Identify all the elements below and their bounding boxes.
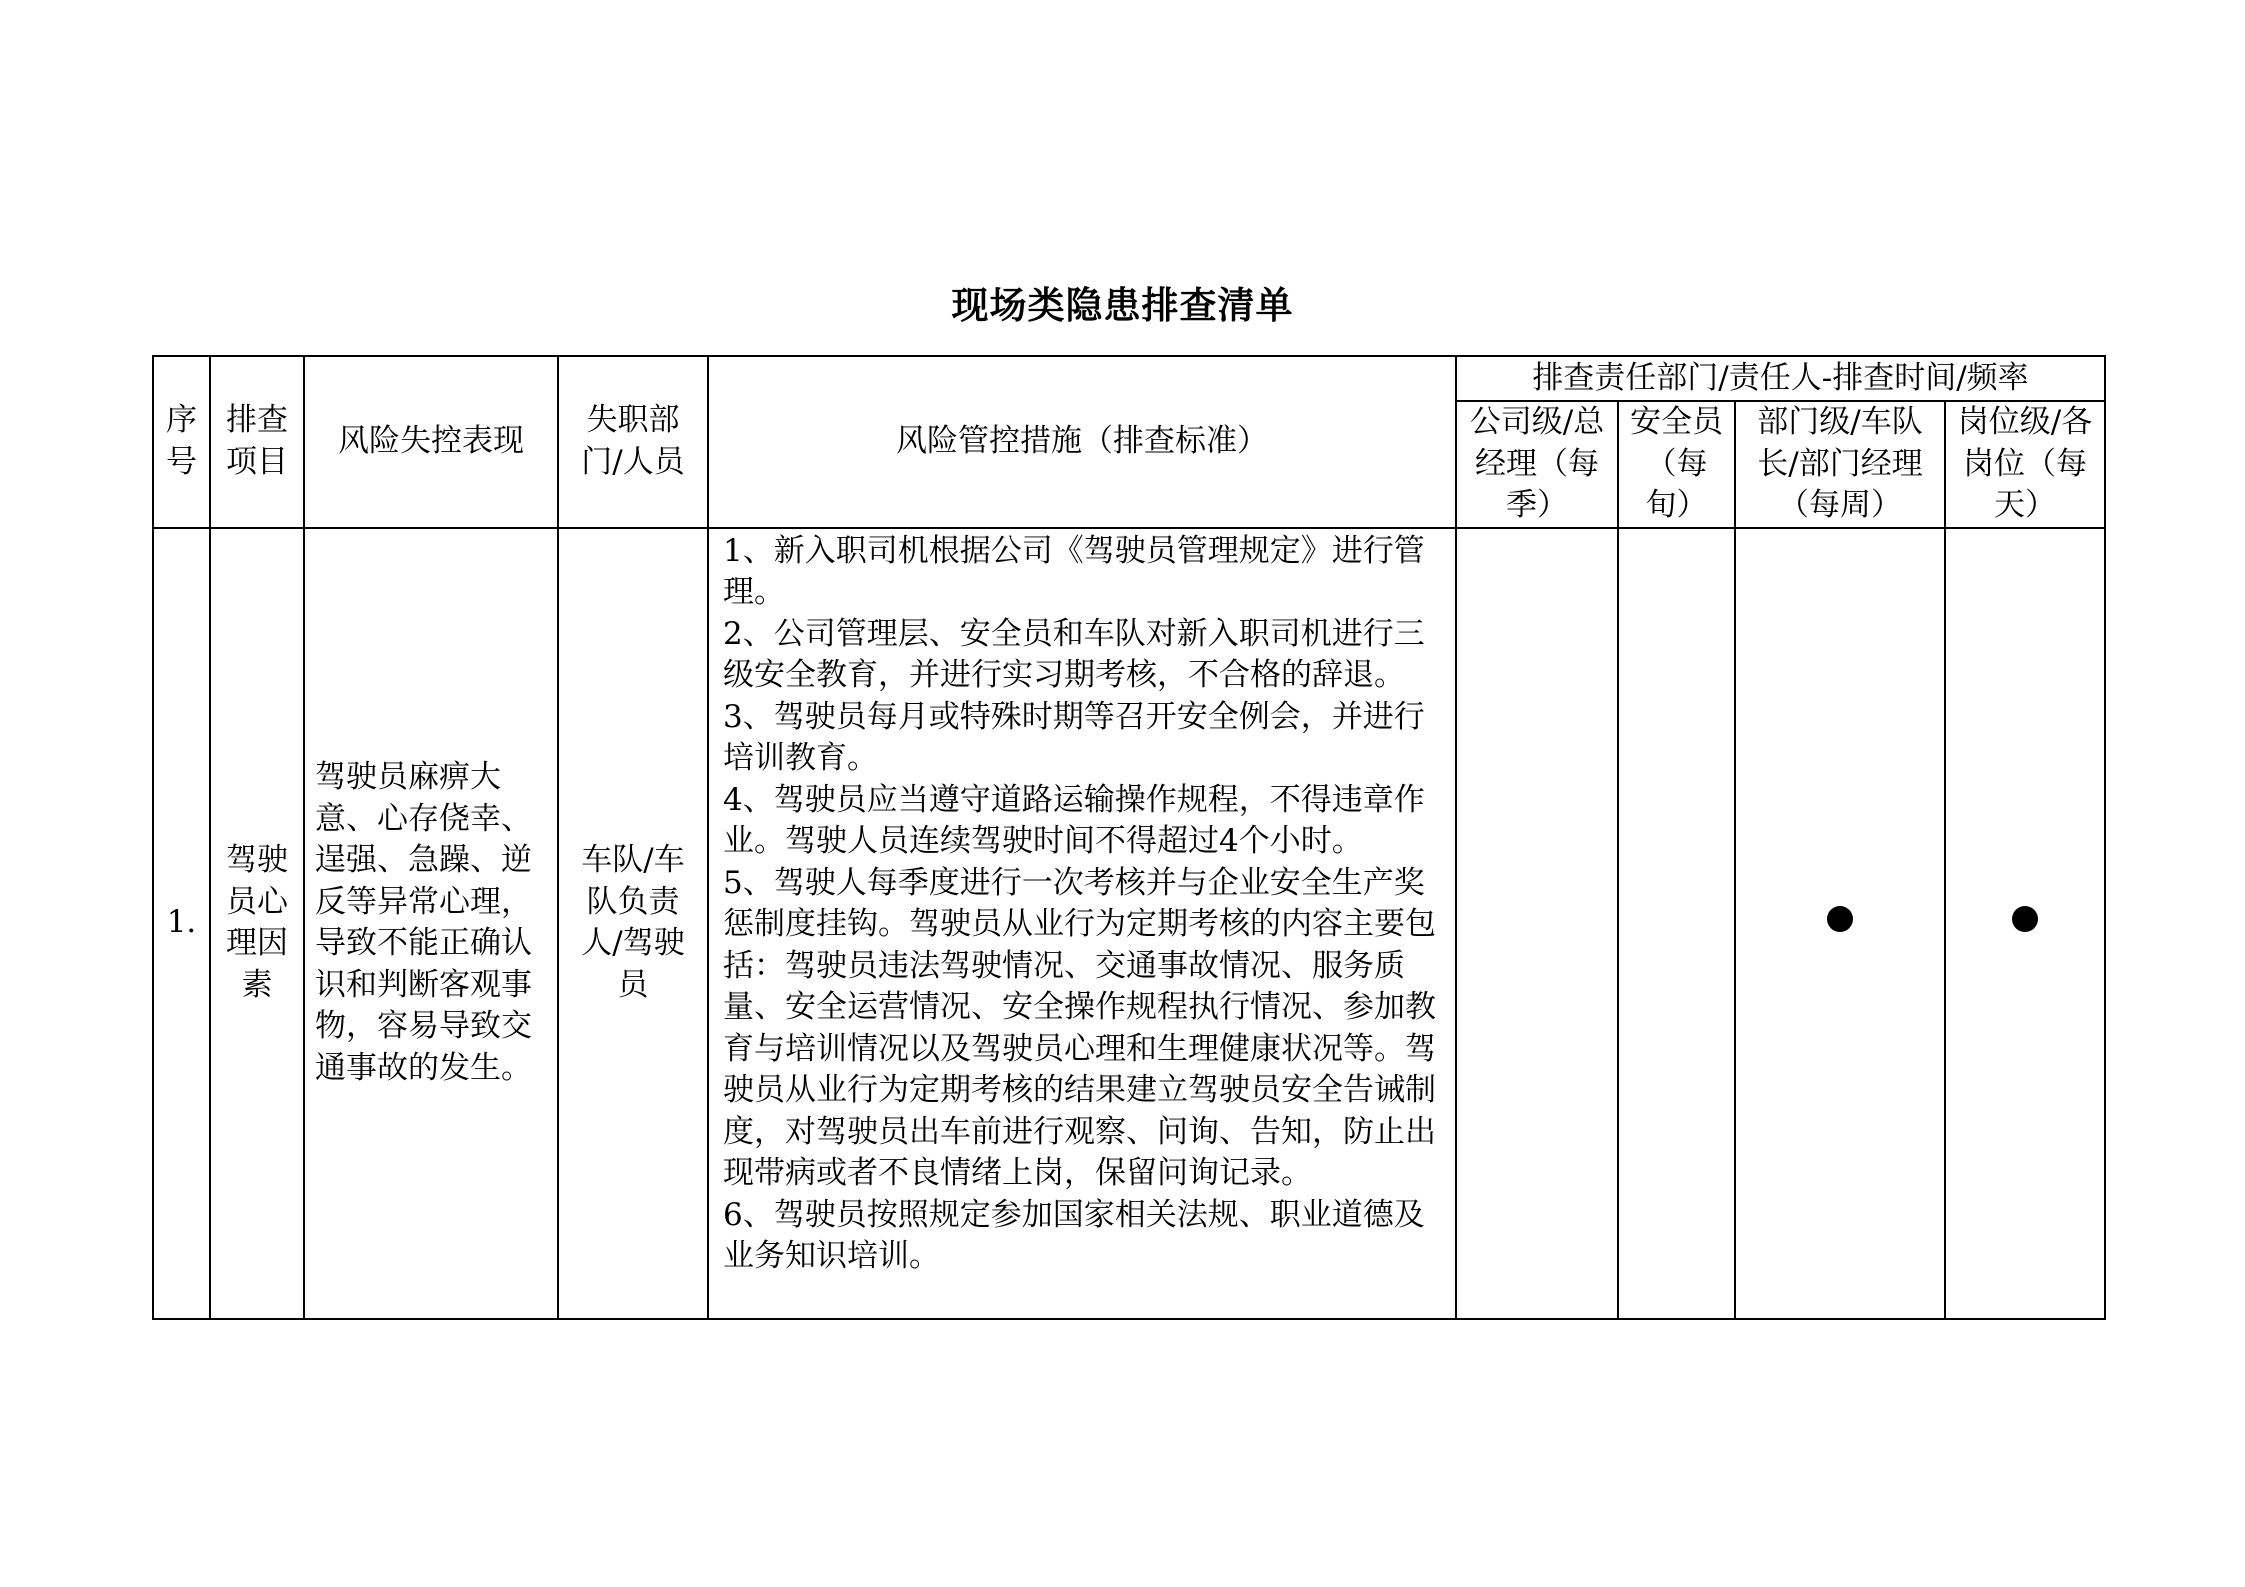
header-responsible-dept: 失职部门/人员 [558,356,708,528]
header-control-measures: 风险管控措施（排查标准） [708,356,1456,528]
hazard-checklist-table [152,355,2106,1320]
check-dot-icon [1827,906,1853,932]
check-dot-icon [2012,906,2038,932]
header-row-1 [153,356,2105,401]
row-manifestation: 驾驶员麻痹大意、心存侥幸、逞强、急躁、逆反等异常心理，导致不能正确认识和判断客观事物，容易导致交通事故的发生。 [304,528,558,1319]
measure-item: 3、驾驶员每月或特殊时期等召开安全例会，并进行培训教育。 [723,698,1425,776]
mark-cell-safety [1618,528,1735,1319]
page-title: 现场类隐患排查清单 [951,283,1294,327]
header-post-level: 岗位级/各岗位（每天） [1945,401,2105,528]
row-control-measures [708,528,1456,1319]
header-manifestation: 风险失控表现 [304,356,558,528]
measure-item: 2、公司管理层、安全员和车队对新入职司机进行三级安全教育，并进行实习期考核，不合格的辞退。 [723,615,1425,693]
row-seq: 1. [153,528,210,1319]
header-department-level: 部门级/车队长/部门经理（每周） [1735,401,1945,528]
header-safety-officer: 安全员（每旬） [1618,401,1735,528]
mark-cell-company [1456,528,1618,1319]
measure-item: 4、驾驶员应当遵守道路运输操作规程，不得违章作业。驾驶人员连续驾驶时间不得超过4个小时。 [723,781,1425,859]
mark-cell-post [1945,528,2105,1319]
mark-cell-department [1735,528,1945,1319]
measure-item: 1、新入职司机根据公司《驾驶员管理规定》进行管理。 [723,532,1425,610]
table-row [153,528,2105,1319]
header-company-level: 公司级/总经理（每季） [1456,401,1618,528]
row-item: 驾驶员心理因素 [210,528,304,1319]
header-item: 排查项目 [210,356,304,528]
row-responsible-dept: 车队/车队负责人/驾驶员 [558,528,708,1319]
measure-item: 5、驾驶人每季度进行一次考核并与企业安全生产奖惩制度挂钩。驾驶员从业行为定期考核的内容主要包括：驾驶员违法驾驶情况、交通事故情况、服务质量、安全运营情况、安全操作规程执行情况、参加教育与培训情况以及驾驶员心理和生理健康状况等。驾驶员从业行为定期考核的结果建立驾驶员安全告诫制度，对驾驶员出车前进行观察、问询、告知，防止出现带病或者不良情绪上岗，保留问询记录。 [723,864,1436,1191]
header-inspection-group: 排查责任部门/责任人-排查时间/频率 [1456,356,2105,401]
measure-item: 6、驾驶员按照规定参加国家相关法规、职业道德及业务知识培训。 [723,1196,1425,1274]
header-seq: 序号 [153,356,210,528]
